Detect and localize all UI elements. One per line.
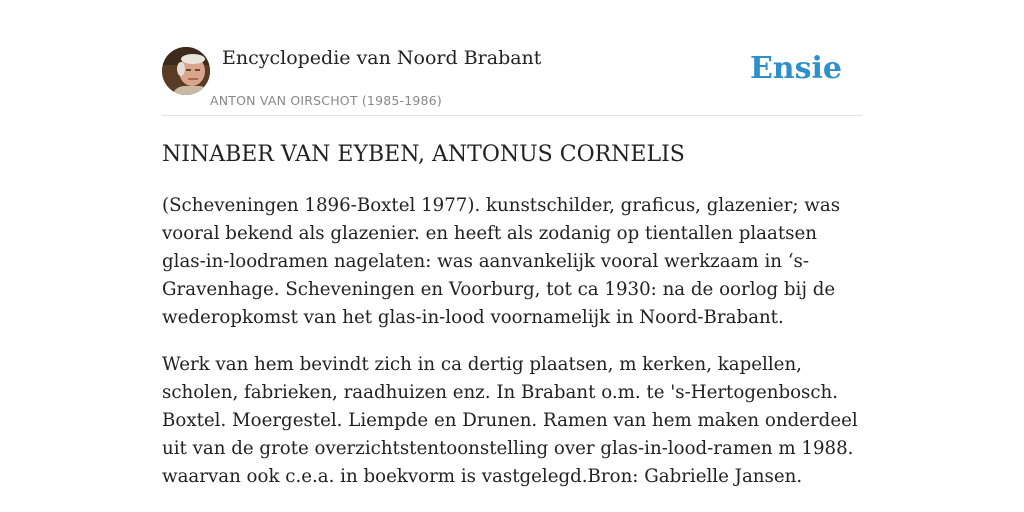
author-portrait-icon bbox=[162, 47, 210, 95]
encyclopedia-title[interactable]: Encyclopedie van Noord Brabant bbox=[222, 47, 542, 69]
header-divider bbox=[162, 115, 862, 116]
entry-paragraph: Werk van hem bevindt zich in ca dertig plaatsen, m kerken, kapellen, scholen, fabrieken, raadhuizen enz. In Brabant o.m. te 's-Hertogenbosch. Boxtel. Moergestel. Liempde en Drunen. Ramen van hem maken onderdeel uit van de grote overzichtstentoonstelling over glas-in-lood-ramen m 1988. waarvan ook c.e.a. in boekvorm is vastgelegd.Bron: Gabrielle Jansen. bbox=[162, 354, 858, 487]
entry-paragraph: (Scheveningen 1896-Boxtel 1977). kunstschilder, graficus, glazenier; was vooral bekend als glazenier. en heeft als zodanig op tientallen plaatsen glas-in-loodramen nagelaten: was aanvankelijk vooral werkzaam in ‘s-Gravenhage. Scheveningen en Voorburg, tot ca 1930: na de oorlog bij de wederopkomst van het glas-in-lood voornamelijk in Noord-Brabant. bbox=[162, 195, 841, 328]
entry-title: NINABER VAN EYBEN, ANTONUS CORNELIS bbox=[162, 142, 685, 167]
author-avatar[interactable] bbox=[162, 47, 210, 95]
author-name[interactable]: ANTON VAN OIRSCHOT (1985-1986) bbox=[210, 93, 442, 108]
ensie-logo[interactable]: Ensie bbox=[749, 51, 842, 86]
entry-card bbox=[162, 0, 862, 512]
